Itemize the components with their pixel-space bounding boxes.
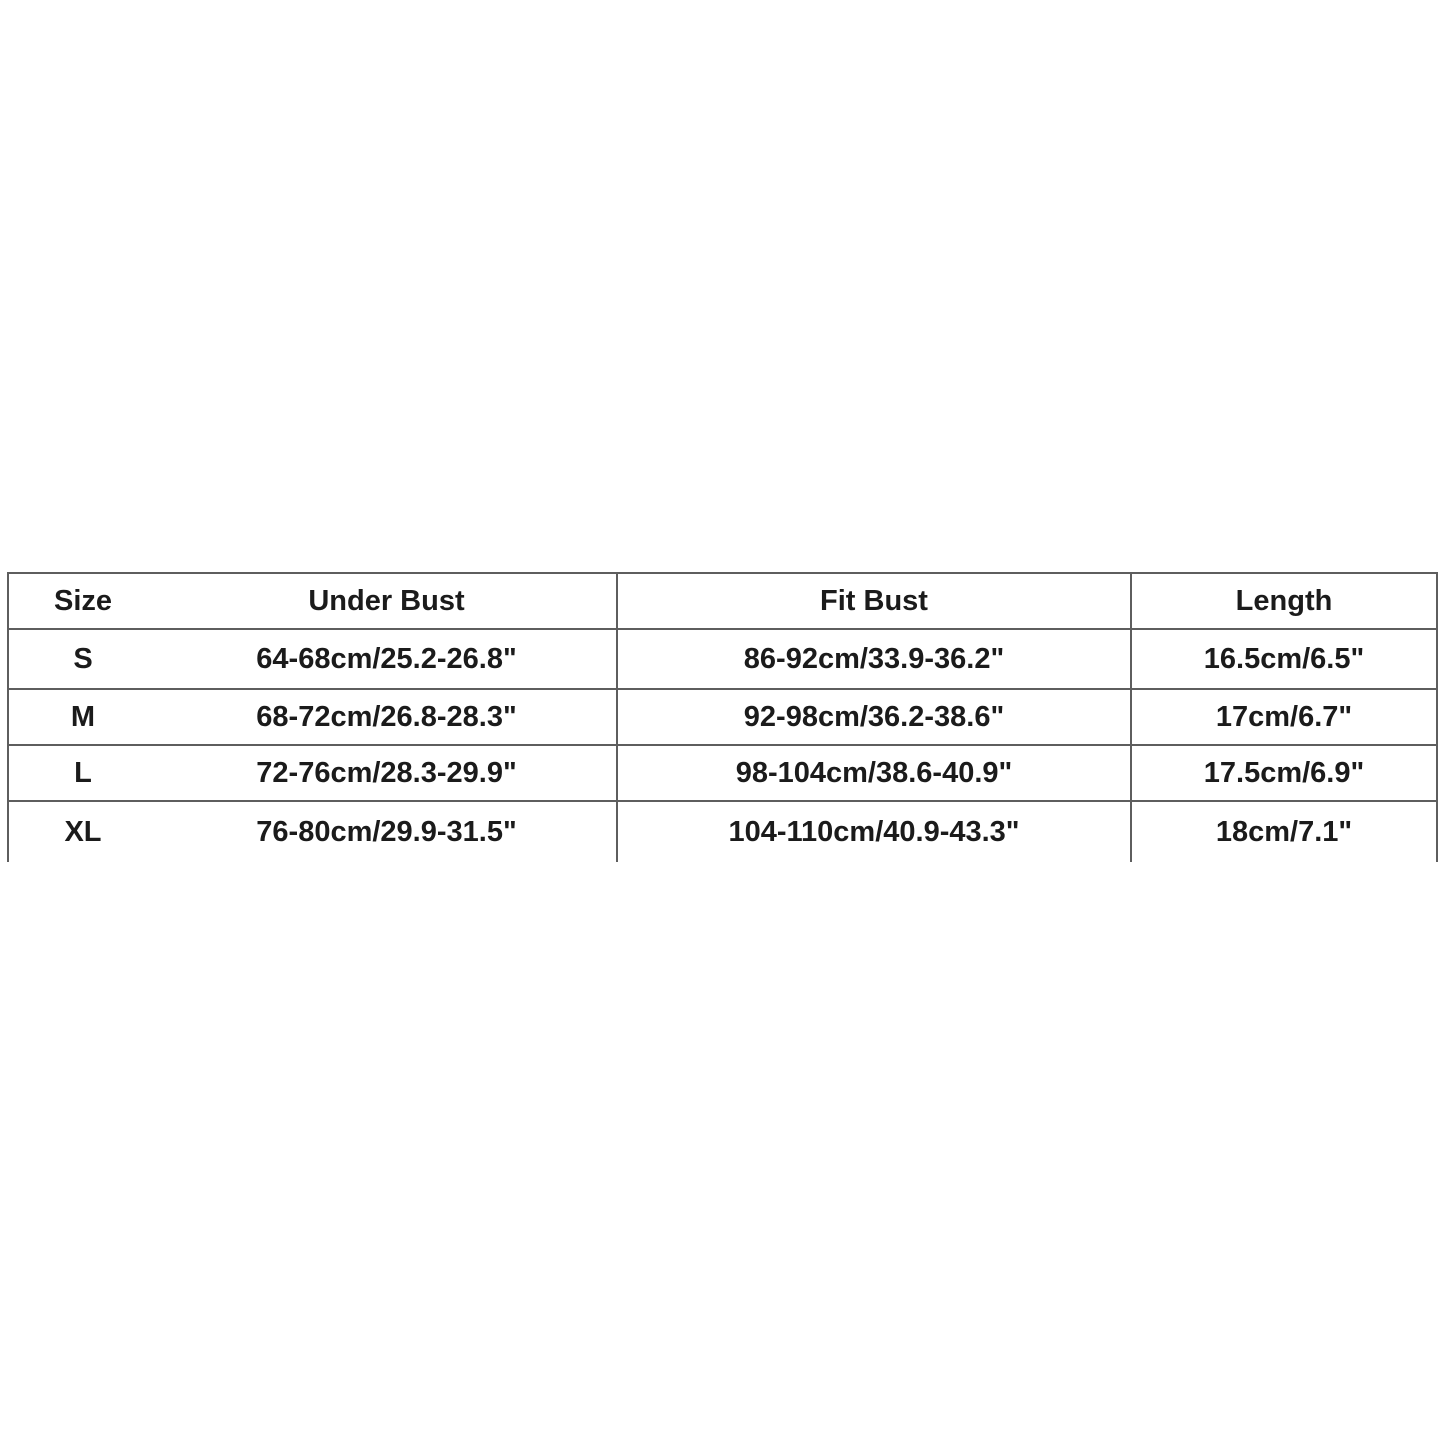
table-row-m bbox=[9, 690, 1436, 746]
size-cell: S bbox=[73, 642, 93, 675]
under-bust-cell: 76-80cm/29.9-31.5" bbox=[157, 802, 618, 862]
under-bust-cell: 72-76cm/28.3-29.9" bbox=[157, 746, 618, 800]
table-row-xl bbox=[9, 802, 1436, 862]
under-bust-cell: 64-68cm/25.2-26.8" bbox=[157, 630, 618, 688]
size-chart-table bbox=[7, 572, 1438, 862]
table-row-l bbox=[9, 746, 1436, 802]
length-cell: 17.5cm/6.9" bbox=[1203, 756, 1365, 789]
table-header-row bbox=[9, 574, 1436, 630]
fit-bust-cell: 86-92cm/33.9-36.2" bbox=[618, 630, 1132, 688]
fit-bust-cell: 92-98cm/36.2-38.6" bbox=[618, 690, 1132, 744]
column-header-length: Length bbox=[1235, 584, 1333, 617]
fit-bust-cell: 98-104cm/38.6-40.9" bbox=[618, 746, 1132, 800]
column-header-size: Size bbox=[53, 584, 113, 617]
size-cell: XL bbox=[64, 815, 102, 848]
under-bust-cell: 68-72cm/26.8-28.3" bbox=[157, 690, 618, 744]
table-row-s bbox=[9, 630, 1436, 690]
length-cell: 18cm/7.1" bbox=[1215, 815, 1353, 848]
length-cell: 17cm/6.7" bbox=[1215, 700, 1353, 733]
column-header-fit-bust: Fit Bust bbox=[618, 574, 1132, 628]
size-cell: M bbox=[70, 700, 96, 733]
column-header-under-bust: Under Bust bbox=[157, 574, 618, 628]
length-cell: 16.5cm/6.5" bbox=[1203, 642, 1365, 675]
size-cell: L bbox=[74, 756, 92, 789]
fit-bust-cell: 104-110cm/40.9-43.3" bbox=[618, 802, 1132, 862]
